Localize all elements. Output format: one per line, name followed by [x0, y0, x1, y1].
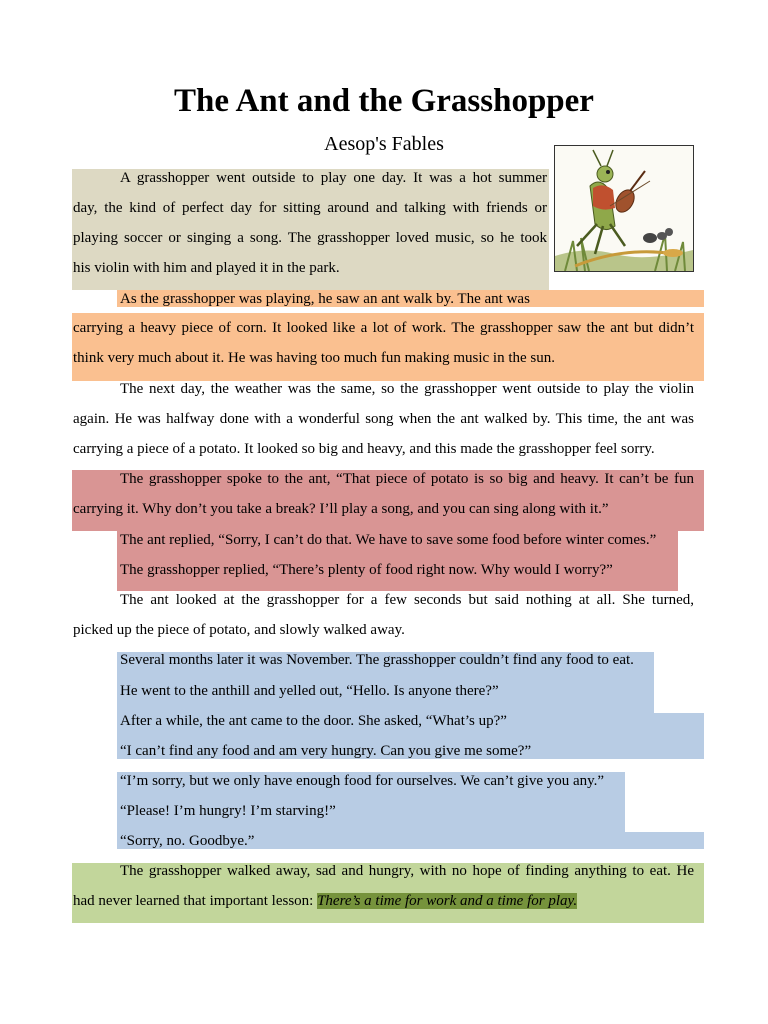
p3-line3: carrying a piece of a potato. It looked so big and heavy, and this made the grasshopper feel sorry.	[73, 441, 655, 457]
p3-line2: again. He was halfway done with a wonderful song when the ant walked by. This time, the ant was	[73, 411, 694, 427]
p2-line2: carrying a heavy piece of corn. It looked like a lot of work. The grasshopper saw the ant but didn’t	[73, 320, 694, 336]
p3-line1: The next day, the weather was the same, so the grasshopper went outside to play the violin	[120, 381, 694, 397]
p5-line1: The ant replied, “Sorry, I can’t do that. We have to save some food before winter comes.”	[120, 532, 657, 548]
lesson-text: There’s a time for work and a time for play.	[317, 893, 578, 909]
p2-line3: think very much about it. He was having too much fun making music in the sun.	[73, 350, 556, 366]
grasshopper-with-violin-illustration	[554, 145, 694, 272]
p15-line2	[73, 886, 577, 916]
p1-line2: day, the kind of perfect day for sitting around and talking with friends or	[73, 200, 547, 216]
p15-line1: The grasshopper walked away, sad and hungry, with no hope of finding anything to eat. He	[120, 863, 694, 879]
p11-line1: “I can’t find any food and am very hungry. Can you give me some?”	[120, 743, 532, 759]
p10-line1: After a while, the ant came to the door. She asked, “What’s up?”	[120, 713, 507, 729]
p15-line2-prefix: had never learned that important lesson:	[73, 893, 318, 909]
p13-line1: “Please! I’m hungry! I’m starving!”	[120, 803, 336, 819]
lesson-highlight	[317, 893, 577, 909]
p1-line4: his violin with him and played it in the park.	[73, 260, 340, 276]
p9-line1: He went to the anthill and yelled out, “Hello. Is anyone there?”	[120, 683, 499, 699]
p2-line1: As the grasshopper was playing, he saw an ant walk by. The ant was	[120, 291, 530, 307]
p1-line1: A grasshopper went outside to play one day. It was a hot summer	[120, 170, 547, 186]
p6-line1: The grasshopper replied, “There’s plenty of food right now. Why would I worry?”	[120, 562, 613, 578]
page-subtitle: Aesop's Fables	[324, 133, 444, 155]
page-title: The Ant and the Grasshopper	[174, 83, 594, 119]
p4-line1: The grasshopper spoke to the ant, “That piece of potato is so big and heavy. It can’t be fun	[120, 471, 694, 487]
p4-line2: carrying it. Why don’t you take a break? I’ll play a song, and you can sing along with it.”	[73, 501, 609, 517]
p14-line1: “Sorry, no. Goodbye.”	[120, 833, 255, 849]
p1-line3: playing soccer or singing a song. The grasshopper loved music, so he took	[73, 230, 547, 246]
p7-line2: picked up the piece of potato, and slowly walked away.	[73, 622, 405, 638]
p7-line1: The ant looked at the grasshopper for a few seconds but said nothing at all. She turned,	[120, 592, 694, 608]
p8-line1: Several months later it was November. The grasshopper couldn’t find any food to eat.	[120, 652, 634, 668]
p12-line1: “I’m sorry, but we only have enough food for ourselves. We can’t give you any.”	[120, 773, 605, 789]
